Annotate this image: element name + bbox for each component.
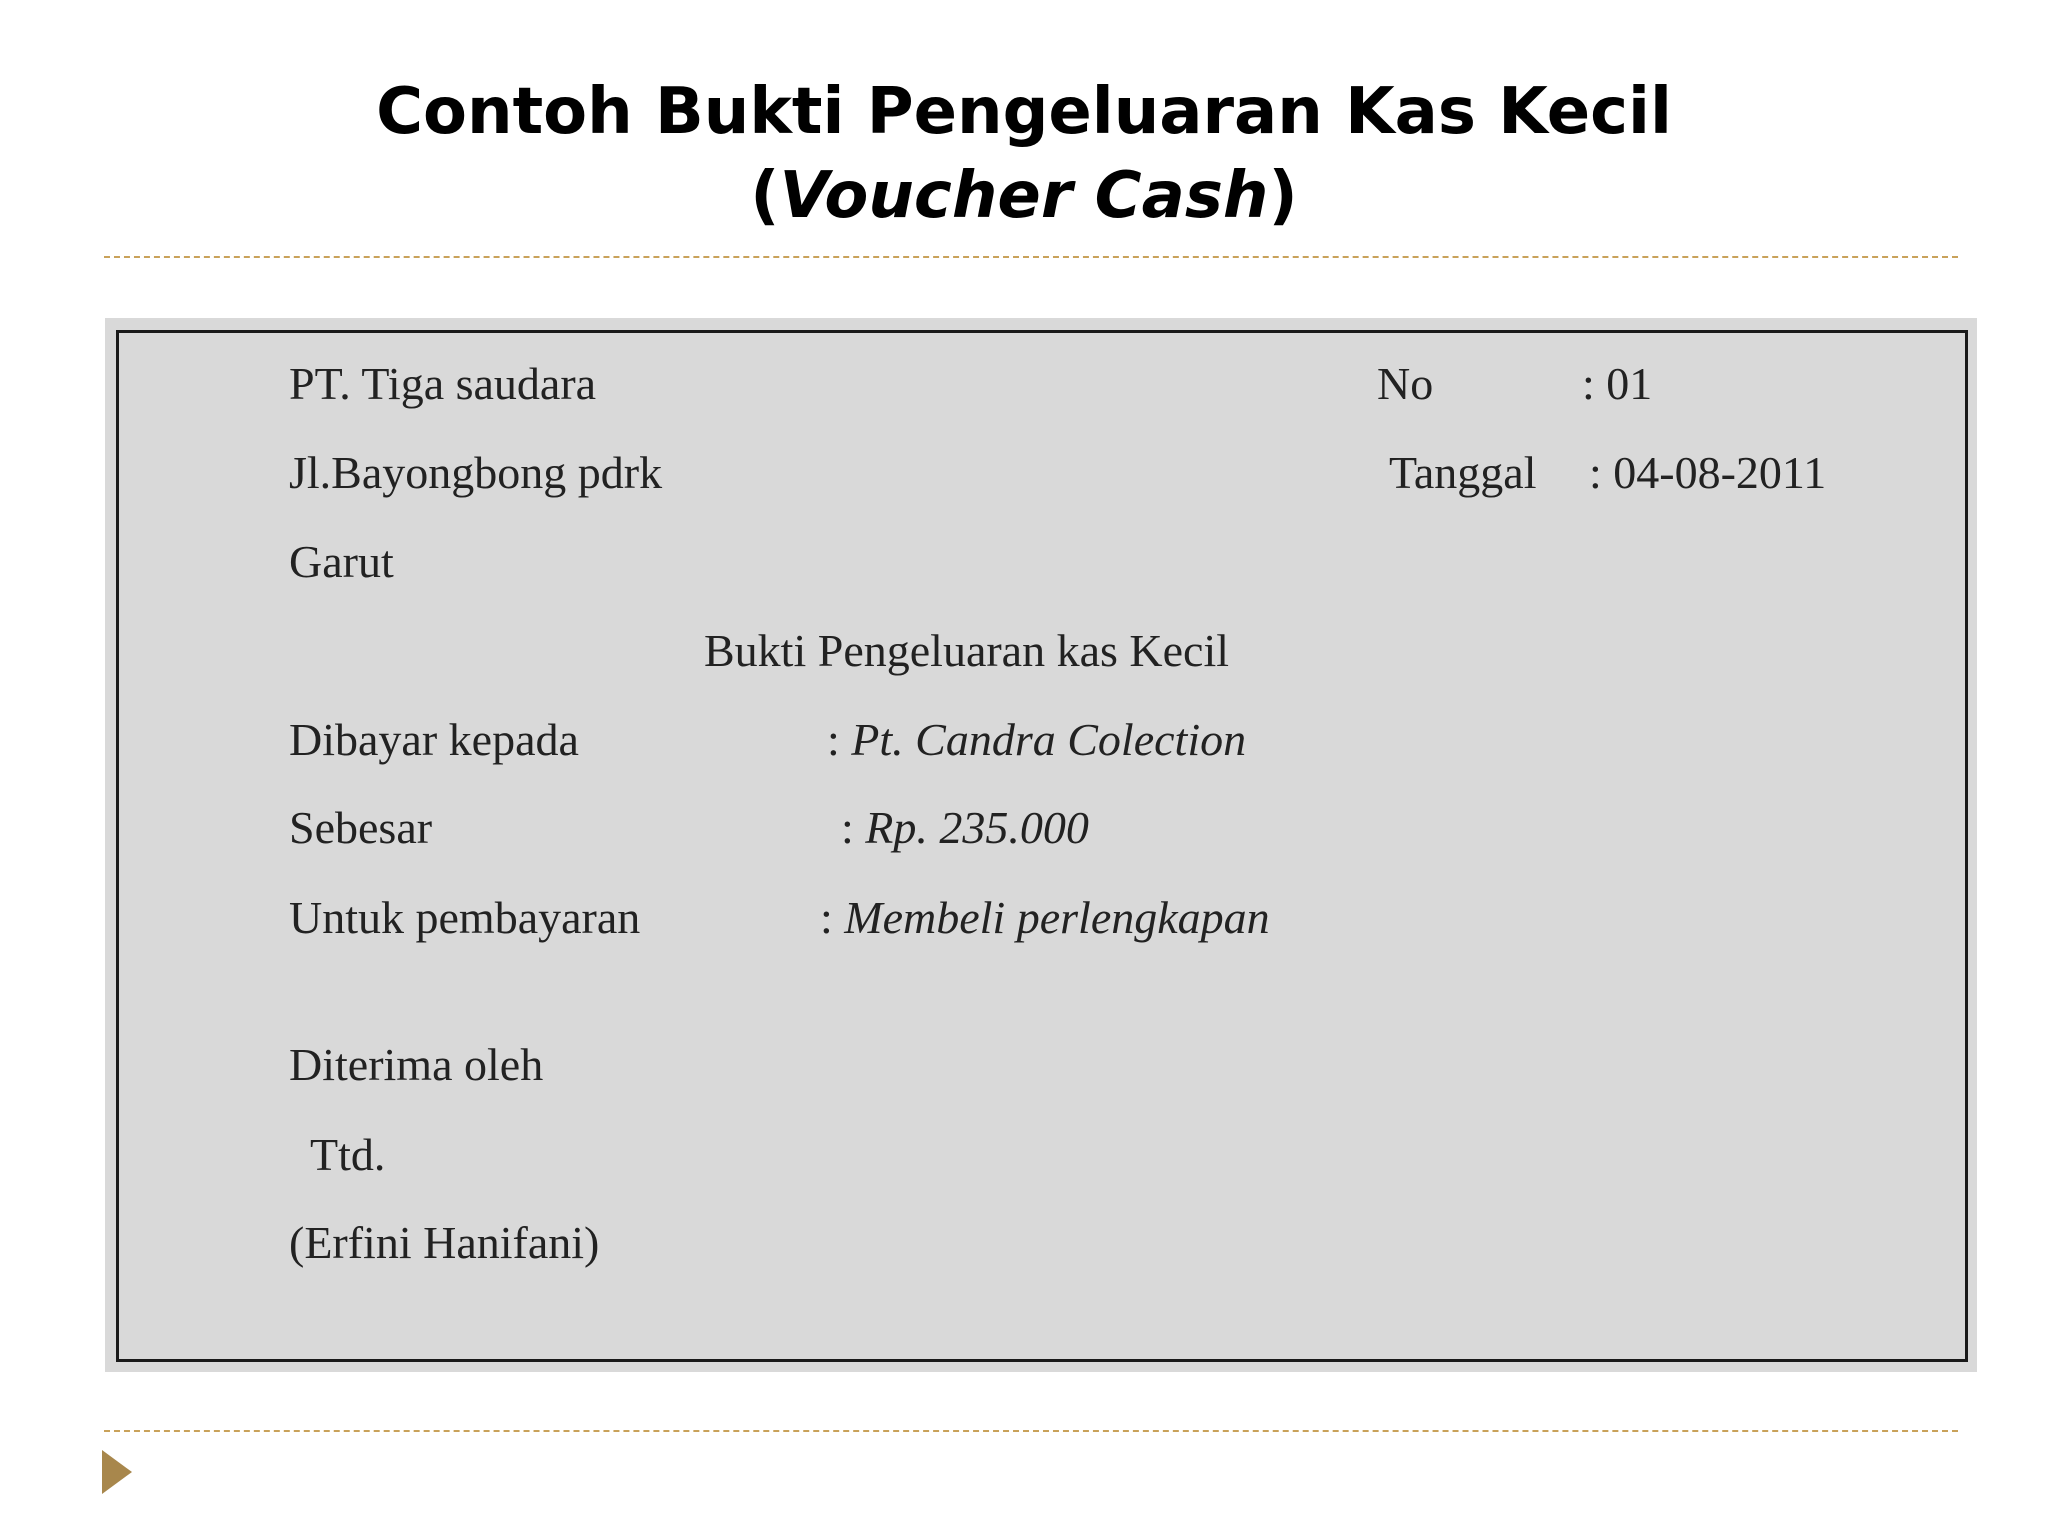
- top-divider: [104, 256, 1958, 258]
- title-open-paren: (: [750, 159, 780, 233]
- purpose-separator: :: [820, 892, 845, 943]
- paid-to-label: Dibayar kepada: [289, 714, 579, 765]
- receiver-name: (Erfini Hanifani): [289, 1217, 600, 1268]
- bottom-divider: [104, 1430, 1958, 1432]
- title-close-paren: ): [1268, 159, 1298, 233]
- slide-title-line2: [0, 154, 2048, 238]
- purpose-label: Untuk pembayaran: [289, 892, 641, 943]
- slide-title-line1: Contoh Bukti Pengeluaran Kas Kecil: [376, 75, 1672, 149]
- company-name: PT. Tiga saudara: [289, 358, 597, 409]
- amount-separator: :: [841, 802, 866, 853]
- address-city: Garut: [289, 536, 394, 587]
- amount-value: Rp. 235.000: [865, 802, 1089, 853]
- title-italic-text: Voucher Cash: [779, 159, 1269, 233]
- paid-to-field: [827, 712, 1246, 768]
- paid-to-separator: :: [827, 714, 852, 765]
- voucher-heading: Bukti Pengeluaran kas Kecil: [704, 625, 1230, 676]
- date-label: Tanggal: [1389, 447, 1537, 498]
- purpose-value: Membeli perlengkapan: [844, 892, 1270, 943]
- no-value: : 01: [1582, 358, 1653, 409]
- amount-label: Sebesar: [289, 802, 433, 853]
- triangle-right-icon: [102, 1450, 132, 1494]
- purpose-field: [820, 890, 1270, 946]
- no-label: No: [1377, 358, 1434, 409]
- received-by-label: Diterima oleh: [289, 1039, 544, 1090]
- date-value: : 04-08-2011: [1589, 447, 1827, 498]
- signature-label: Ttd.: [310, 1129, 386, 1180]
- amount-field: [841, 800, 1089, 856]
- slide-title: [0, 70, 2048, 238]
- paid-to-value: Pt. Candra Colection: [851, 714, 1247, 765]
- address-street: Jl.Bayongbong pdrk: [289, 447, 663, 498]
- petty-cash-voucher: [116, 330, 1968, 1362]
